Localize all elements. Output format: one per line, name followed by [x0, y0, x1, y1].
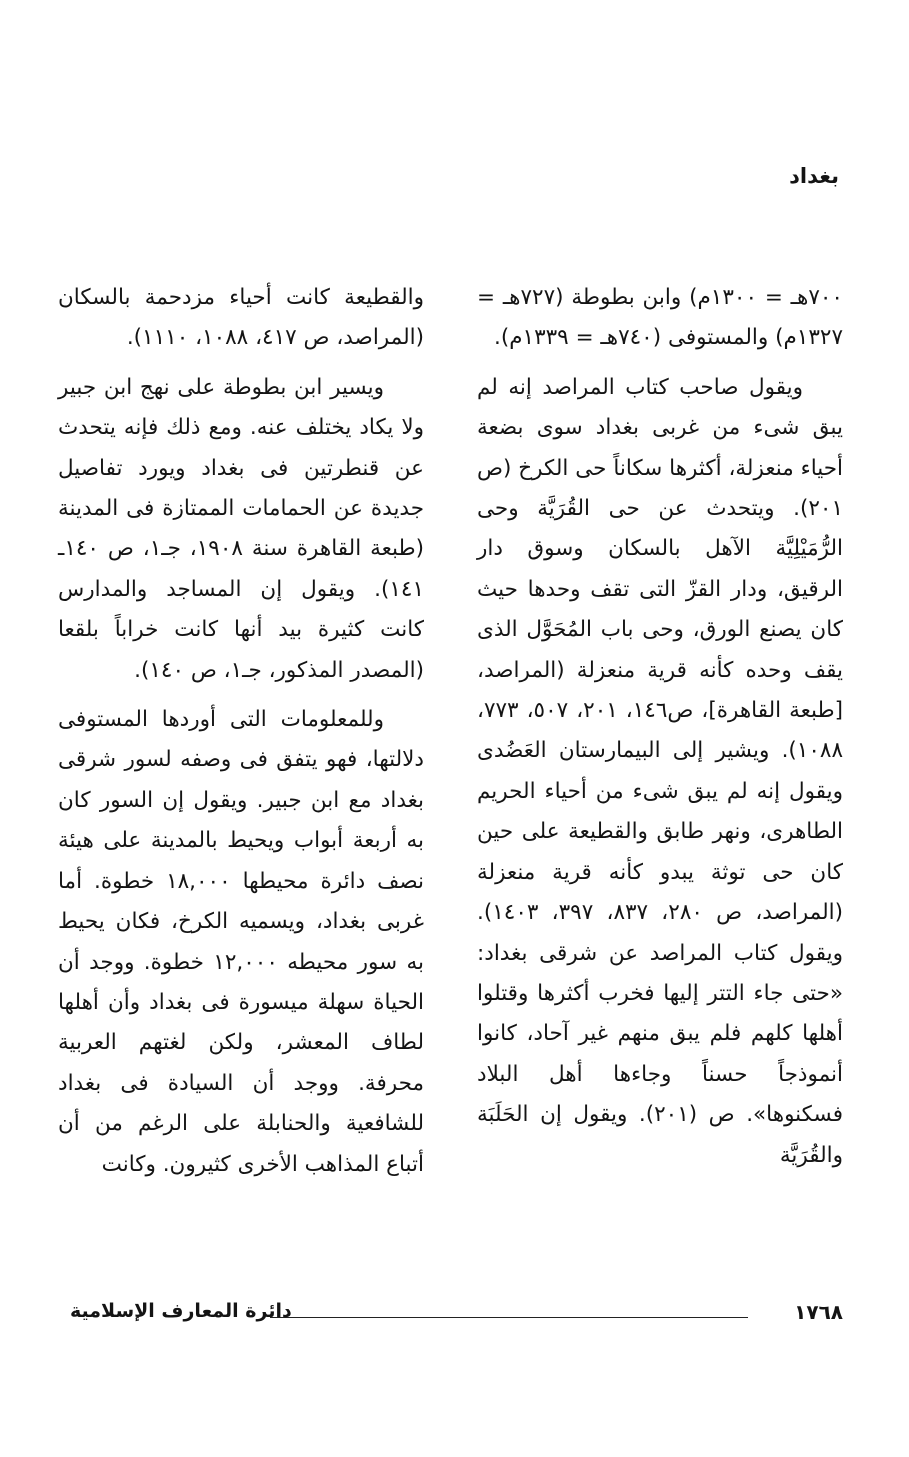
paragraph: ويسير ابن بطوطة على نهج ابن جبير ولا يكاد يختلف عنه. ومع ذلك فإنه يتحدث عن قنطرتين فى بغداد ويورد تفاصيل جديدة عن الحمامات الممتازة فى المدينة (طبعة القاهرة سنة ١٩٠٨، جـ١، ص ١٤٠ـ ١٤١). ويقول إن المساجد والمدارس كانت كثيرة بيد أنها كانت خراباً بلقعا (المصدر المذكور، جـ١، ص ١٤٠).: [58, 374, 424, 683]
left-column: [58, 278, 424, 1185]
paragraph: وللمعلومات التى أوردها المستوفى دلالتها، فهو يتفق فى وصفه لسور شرقى بغداد مع ابن جبير. ويقول إن السور كان به أربعة أبواب ويحيط بالمدينة على هيئة نصف دائرة محيطها ١٨,٠٠٠ خطوة. أما غربى بغداد، ويسميه الكرخ، فكان يحيط به سور محيطه ١٢,٠٠٠ خطوة. ووجد أن الحياة سهلة ميسورة فى بغداد وأن أهلها لطاف المعشر، ولكن لغتهم العربية محرفة. ووجد أن السيادة فى بغداد للشافعية والحنابلة على الرغم من أن أتباع المذاهب الأخرى كثيرون. وكانت: [58, 707, 424, 1177]
right-column: [477, 278, 843, 1176]
page-footer: [70, 1300, 843, 1336]
footer-rule: [270, 1317, 748, 1318]
paragraph: والقطيعة كانت أحياء مزدحمة بالسكان (المراصد، ص ٤١٧، ١٠٨٨، ١١١٠).: [58, 285, 424, 351]
paragraph: ٧٠٠هـ = ١٣٠٠م) وابن بطوطة (٧٢٧هـ = ١٣٢٧م) والمستوفى (٧٤٠هـ = ١٣٣٩م).: [477, 285, 843, 351]
paragraph: ويقول صاحب كتاب المراصد إنه لم يبق شىء من غربى بغداد سوى بضعة أحياء منعزلة، أكثرها سكاناً حى الكرخ (ص ٢٠١). ويتحدث عن حى القُرَيَّة وحى الرُّمَيْلِيَّة الآهل بالسكان وسوق دار الرقيق، ودار القزّ التى تقف وحدها حيث كان يصنع الورق، وحى باب المُحَوَّل الذى يقف وحده كأنه قرية منعزلة (المراصد، [طبعة القاهرة]، ص١٤٦، ٢٠١، ٥٠٧، ٧٧٣، ١٠٨٨). ويشير إلى البيمارستان العَضُدى ويقول إنه لم يبق شىء من أحياء الحريم الطاهرى، ونهر طابق والقطيعة على حين كان حى توثة يبدو كأنه قرية منعزلة (المراصد، ص ٢٨٠، ٨٣٧، ٣٩٧، ١٤٠٣). ويقول كتاب المراصد عن شرقى بغداد: «حتى جاء التتر إليها فخرب أكثرها وقتلوا أهلها كلهم فلم يبق منهم غير آحاد، كانوا أنموذجاً حسناً وجاءها أهل البلاد فسكنوها». ص (٢٠١). ويقول إن الحَلَبَة والقُرَيَّة: [477, 374, 844, 1168]
running-header: بغداد: [789, 164, 839, 188]
page-number: ١٧٦٨: [794, 1300, 843, 1324]
journal-title: دائرة المعارف الإسلامية: [70, 1300, 292, 1322]
